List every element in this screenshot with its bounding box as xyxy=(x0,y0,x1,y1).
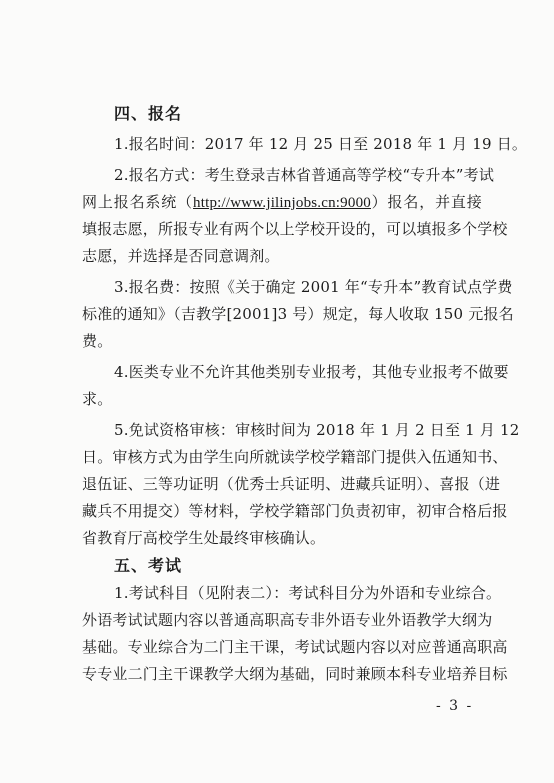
medical-major-line-2: 求。 xyxy=(82,390,113,408)
exam-subjects-line-1: 1.考试科目（见附表二）：考试科目分为外语和专业综合。 xyxy=(114,584,502,602)
exam-subjects-line-3: 基础。专业综合为二门主干课，考试试题内容以对应普通高职高 xyxy=(82,638,508,656)
registration-method-line-4: 志愿，并选择是否同意调剂。 xyxy=(82,247,280,265)
registration-system-link[interactable]: http://www.jilinjobs.cn:9000 xyxy=(193,195,371,211)
exemption-review-line-1: 5.免试资格审核：审核时间为 2018 年 1 月 2 日至 1 月 12 xyxy=(114,421,520,439)
exam-subjects-line-2: 外语考试试题内容以普通高职高专非外语专业外语教学大纲为 xyxy=(82,611,493,629)
section-4-heading: 四、报名 xyxy=(114,104,183,123)
registration-time: 1.报名时间：2017 年 12 月 25 日至 2018 年 1 月 19 日。 xyxy=(114,135,528,153)
exemption-review-line-3: 退伍证、三等功证明（优秀士兵证明、进藏兵证明）、喜报（进 xyxy=(82,475,501,493)
page-number: - 3 - xyxy=(436,698,474,714)
text-fragment: 网上报名系统（ xyxy=(82,193,194,211)
registration-method-line-2 xyxy=(82,192,482,213)
exemption-review-line-4: 藏兵不用提交）等材料，学校学籍部门负责初审，初审合格后报 xyxy=(82,502,508,520)
exemption-review-line-5: 省教育厅高校学生处最终审核确认。 xyxy=(82,529,326,547)
medical-major-line-1: 4.医类专业不允许其他类别专业报考，其他专业报考不做要 xyxy=(114,363,509,381)
registration-fee-line-2: 标准的通知》（吉教学[2001]3 号）规定，每人收取 150 元报名 xyxy=(82,305,514,323)
registration-fee-line-1: 3.报名费：按照《关于确定 2001 年“专升本”教育试点学费 xyxy=(114,278,513,296)
text-fragment: ）报名，并直接 xyxy=(370,193,482,211)
registration-method-line-1: 2.报名方式：考生登录吉林省普通高等学校“专升本”考试 xyxy=(114,166,495,184)
registration-fee-line-3: 费。 xyxy=(82,332,113,350)
section-5-heading: 五、考试 xyxy=(114,556,183,575)
exemption-review-line-2: 日。审核方式为由学生向所就读学校学籍部门提供入伍通知书、 xyxy=(82,448,508,466)
exam-subjects-line-4: 专专业二门主干课教学大纲为基础，同时兼顾本科专业培养目标 xyxy=(82,665,508,683)
registration-method-line-3: 填报志愿，所报专业有两个以上学校开设的，可以填报多个学校 xyxy=(82,220,508,238)
